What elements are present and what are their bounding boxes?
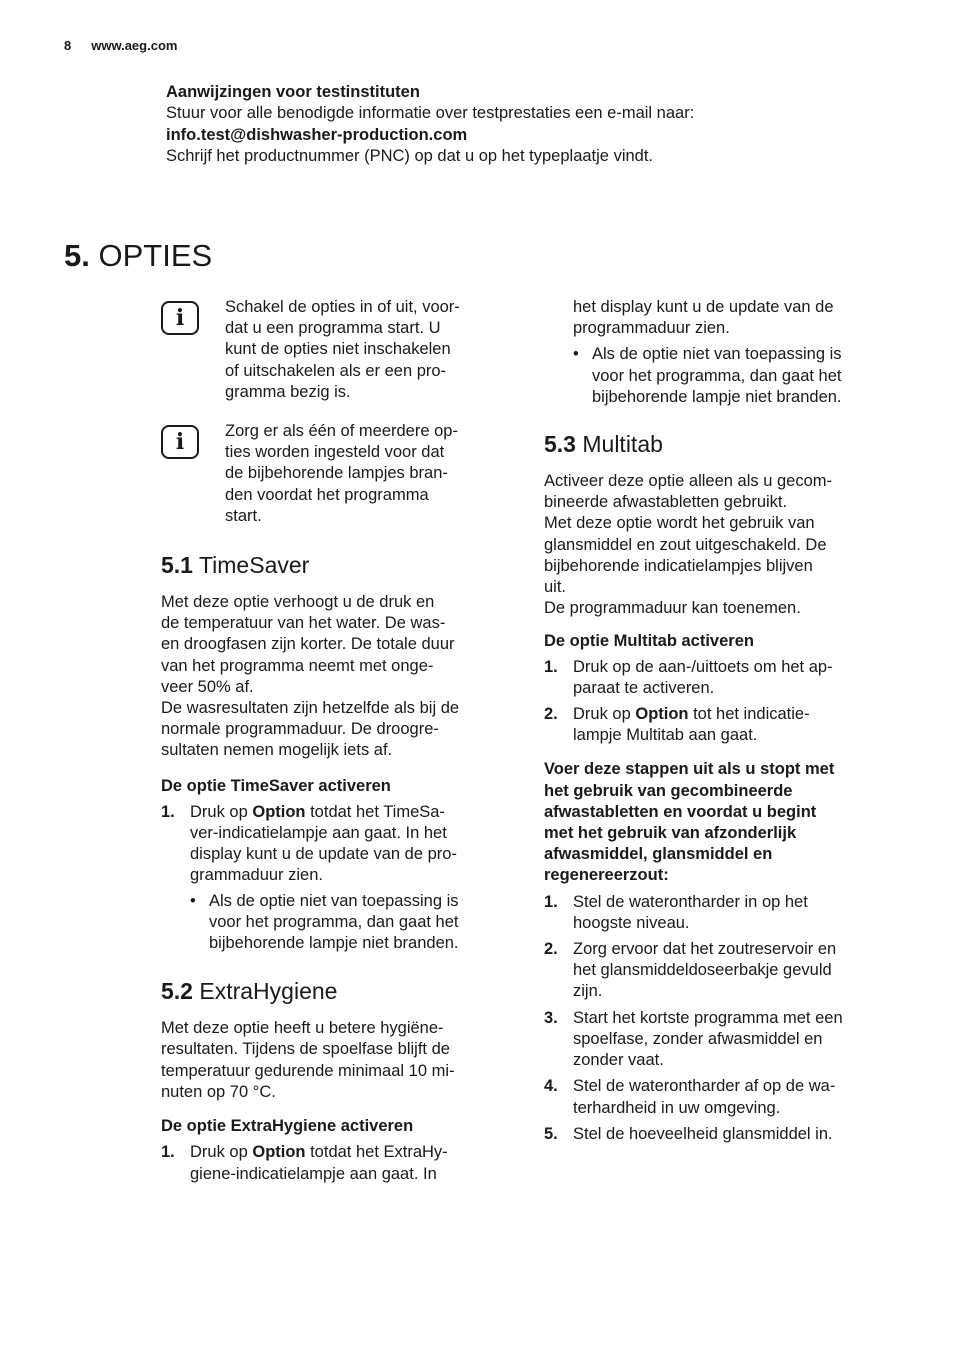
text-line: normale programmaduur. De droogre-: [161, 720, 439, 739]
multitab-steps: [544, 657, 896, 747]
test-notes-email[interactable]: info.test@dishwasher-production.com: [166, 125, 468, 144]
text-line: giene-indicatielampje aan gaat. In: [190, 1164, 437, 1183]
text-line: Met deze optie wordt het gebruik van: [544, 514, 815, 533]
text-line: uit.: [544, 578, 567, 597]
text-line: het glansmiddeldoseerbakje gevuld: [573, 961, 832, 980]
text-line: of uitschakelen als er een pro-: [225, 361, 447, 380]
text-line: bijbehorende lampje niet branden.: [209, 934, 459, 953]
timesaver-paragraph: [161, 592, 513, 762]
text-line: paraat te activeren.: [573, 678, 715, 697]
step-text: totdat het TimeSa-: [305, 802, 445, 821]
website-link[interactable]: www.aeg.com: [91, 38, 178, 53]
text-line: De programmaduur kan toenemen.: [544, 599, 801, 618]
step-text: totdat het ExtraHy-: [305, 1143, 448, 1162]
timesaver-subheading: De optie TimeSaver activeren: [161, 776, 391, 795]
text-line: afwastabletten en voordat u begint: [544, 802, 817, 821]
info-note: [161, 421, 513, 527]
text-line: Start het kortste programma met een: [573, 1008, 843, 1027]
page-number: 8: [64, 38, 72, 53]
text-line: display kunt u de update van de pro-: [190, 845, 457, 864]
text-line: lampje Multitab aan gaat.: [573, 726, 758, 745]
text-line: nuten op 70 °C.: [161, 1082, 276, 1101]
text-line: voor het programma, dan gaat het: [592, 366, 842, 385]
text-line: regenereerzout:: [544, 866, 669, 885]
list-item: [190, 891, 513, 955]
step-number: 2.: [544, 940, 558, 959]
page-header: [64, 38, 177, 53]
extrahygiene-step-continued: [544, 297, 896, 408]
list-item: [544, 939, 896, 1003]
text-line: [190, 1142, 513, 1163]
text-line: temperatuur gedurende minimaal 10 mi-: [161, 1061, 455, 1080]
text-line: het display kunt u de update van de: [573, 298, 834, 316]
text-line: Schakel de opties in of uit, voor-: [225, 298, 460, 316]
extrahygiene-subheading: De optie ExtraHygiene activeren: [161, 1117, 414, 1136]
section-title: Multitab: [582, 431, 663, 458]
timesaver-bullets: [190, 891, 513, 955]
info-note-text: [225, 297, 513, 403]
step-number: 1.: [544, 657, 558, 676]
list-item: [573, 344, 896, 408]
chapter-number: 5.: [64, 238, 90, 273]
step-number: 1.: [544, 892, 558, 911]
step-text: Druk op: [573, 705, 636, 724]
text-line: bineerde afwastabletten gebruikt.: [544, 493, 788, 512]
info-note-text: [225, 421, 513, 527]
left-column: [161, 297, 513, 1190]
text-line: Met deze optie heeft u betere hygiëne-: [161, 1019, 444, 1038]
text-line: grammaduur zien.: [190, 866, 323, 885]
text-line: het gebruik van gecombineerde: [544, 781, 793, 800]
text-line: Activeer deze optie alleen als u gecom-: [544, 472, 832, 491]
step-text: tot het indicatie-: [688, 705, 810, 724]
info-note: [161, 297, 513, 403]
text-line: ties worden ingesteld voor dat: [225, 443, 445, 462]
text-line: en droogfasen zijn korter. De totale duur: [161, 635, 455, 654]
text-line: van het programma neemt met onge-: [161, 656, 434, 675]
text-line: de temperatuur van het water. De was-: [161, 614, 446, 633]
step-number: 3.: [544, 1008, 558, 1027]
option-button-label: Option: [635, 705, 689, 724]
info-icon: i: [161, 301, 199, 335]
list-item: [544, 1008, 896, 1072]
text-line: Zorg ervoor dat het zoutreservoir en: [573, 940, 837, 959]
step-number: 1.: [161, 802, 175, 821]
text-line: Met deze optie verhoogt u de druk en: [161, 593, 435, 612]
info-icon: i: [161, 425, 199, 459]
text-line: Stel de waterontharder af op de wa-: [573, 1077, 836, 1096]
text-line: programmaduur zien.: [573, 319, 730, 338]
text-line: met het gebruik van afzonderlijk: [544, 824, 797, 843]
section-number: 5.1: [161, 552, 193, 579]
step-number: 1.: [161, 1143, 175, 1162]
text-line: bijbehorende indicatielampjes blijven: [544, 556, 813, 575]
text-line: start.: [225, 506, 262, 525]
text-line: • Als de optie niet van toepassing is: [209, 891, 459, 910]
section-number: 5.2: [161, 978, 193, 1005]
timesaver-steps: [161, 802, 513, 954]
multitab-subheading: De optie Multitab activeren: [544, 632, 754, 651]
text-line: [573, 704, 896, 725]
section-heading-extrahygiene: [161, 977, 513, 1005]
text-line: terhardheid in uw omgeving.: [573, 1098, 781, 1117]
text-line: sultaten nemen mogelijk iets af.: [161, 741, 393, 760]
extrahygiene-steps: [161, 1142, 513, 1184]
section-heading-timesaver: [161, 551, 513, 579]
multitab-paragraph: [544, 471, 896, 619]
text-line: glansmiddel en zout uitgeschakeld. De: [544, 535, 827, 554]
text-line: spoelfase, zonder afwasmiddel en: [573, 1029, 823, 1048]
section-number: 5.3: [544, 431, 576, 458]
test-institute-notes: [166, 82, 926, 168]
text-line: gramma bezig is.: [225, 382, 351, 401]
right-column: [544, 297, 896, 1150]
section-title: ExtraHygiene: [199, 978, 338, 1005]
extrahygiene-paragraph: [161, 1018, 513, 1103]
list-item: [544, 704, 896, 746]
test-notes-title: Aanwijzingen voor testinstituten: [166, 83, 420, 101]
text-line: Druk op de aan-/uittoets om het ap-: [573, 657, 833, 676]
text-line: zonder vaat.: [573, 1051, 664, 1070]
list-item: [161, 1142, 513, 1184]
text-line: resultaten. Tijdens de spoelfase blijft de: [161, 1040, 450, 1059]
text-line: den voordat het programma: [225, 485, 429, 504]
text-line: zijn.: [573, 982, 603, 1001]
test-notes-line1: Stuur voor alle benodigde informatie over testprestaties een e-mail naar:: [166, 104, 695, 123]
multitab-stop-steps: [544, 892, 896, 1145]
text-line: • Als de optie niet van toepassing is: [592, 345, 842, 364]
text-line: de bijbehorende lampjes bran-: [225, 464, 448, 483]
step-text: Druk op: [190, 802, 253, 821]
extrahygiene-bullets: [573, 344, 896, 408]
text-line: Voer deze stappen uit als u stopt met: [544, 760, 835, 779]
text-line: Zorg er als één of meerdere op-: [225, 422, 458, 441]
text-line: Stel de waterontharder in op het: [573, 892, 808, 911]
text-line: kunt de opties niet inschakelen: [225, 340, 451, 359]
chapter-title: [64, 238, 212, 274]
text-line: bijbehorende lampje niet branden.: [592, 387, 842, 406]
text-line: veer 50% af.: [161, 677, 254, 696]
step-number: 5.: [544, 1124, 558, 1143]
step-number: 2.: [544, 705, 558, 724]
section-title: TimeSaver: [198, 552, 310, 579]
text-line: afwasmiddel, glansmiddel en: [544, 845, 773, 864]
text-line: [190, 802, 513, 823]
text-line: voor het programma, dan gaat het: [209, 912, 459, 931]
chapter-name: OPTIES: [98, 238, 213, 273]
multitab-warning: [544, 759, 896, 886]
step-number: 4.: [544, 1077, 558, 1096]
list-item: [161, 802, 513, 954]
text-line: dat u een programma start. U: [225, 319, 441, 338]
text-line: ver-indicatielampje aan gaat. In het: [190, 824, 447, 843]
test-notes-line2: Schrijf het productnummer (PNC) op dat u op het typeplaatje vindt.: [166, 147, 653, 166]
list-item: [544, 657, 896, 699]
list-item: [544, 1076, 896, 1118]
text-line: De wasresultaten zijn hetzelfde als bij de: [161, 699, 460, 718]
list-item: [544, 1124, 896, 1145]
step-text: Druk op: [190, 1143, 253, 1162]
section-heading-multitab: [544, 430, 896, 458]
list-item: [544, 892, 896, 934]
option-button-label: Option: [252, 1143, 306, 1162]
option-button-label: Option: [252, 802, 306, 821]
text-line: Stel de hoeveelheid glansmiddel in.: [573, 1124, 833, 1143]
text-line: hoogste niveau.: [573, 913, 690, 932]
